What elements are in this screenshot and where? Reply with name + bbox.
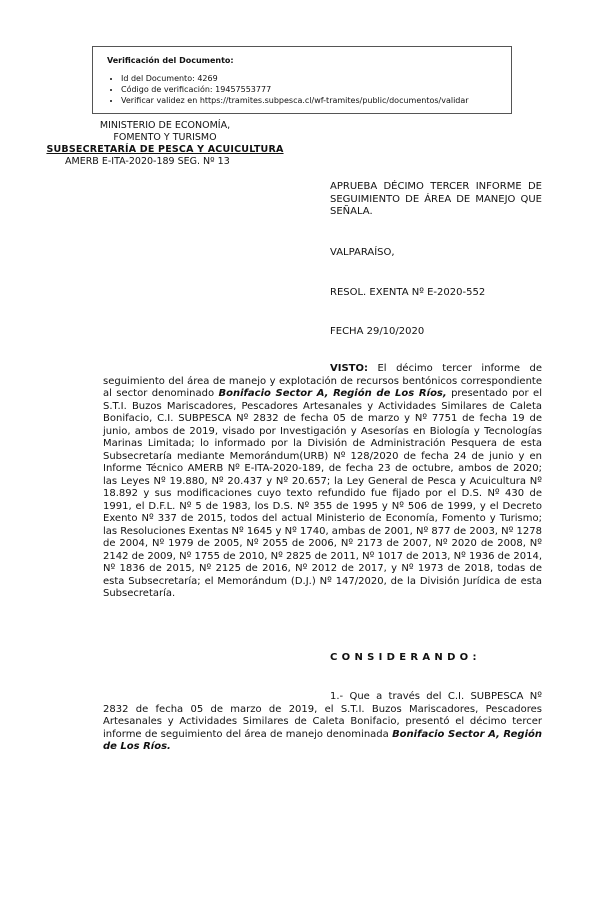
ministry-line-1: MINISTERIO DE ECONOMÍA,	[99, 120, 231, 131]
place-line: VALPARAÍSO,	[330, 247, 395, 258]
visto-paragraph	[103, 363, 542, 601]
considerando-item-1-text: 1.- Que a través del C.I. SUBPESCA Nº 2832 de fecha 05 de marzo de 2019, el S.T.I. Buzos Mariscadores, Pescadores Artesanales y Actividades Similares de Caleta Bonifacio, presentó el décimo tercer informe de seguimiento del área de manejo denominada	[103, 691, 542, 740]
verification-code-item: • Código de verificación: 19457553777	[121, 84, 501, 95]
validation-url-item[interactable]: • Verificar validez en https://tramites.subpesca.cl/wf-tramites/public/documentos/validar	[121, 95, 501, 106]
resolution-number: RESOL. EXENTA Nº E-2020-552	[330, 287, 486, 298]
visto-area-name: Bonifacio Sector A, Región de Los Ríos,	[218, 388, 447, 399]
resolution-date: FECHA 29/10/2020	[330, 326, 425, 337]
visto-text-1: El décimo tercer informe de seguimiento del área de manejo y explotación de recursos bentónicos correspondiente al sector denominado	[103, 363, 542, 399]
considerando-item-1	[103, 691, 542, 754]
visto-label: VISTO:	[330, 363, 368, 374]
verification-box	[92, 46, 512, 114]
ministry-line-2: FOMENTO Y TURISMO	[113, 132, 217, 143]
verification-title: Verificación del Documento:	[107, 56, 234, 65]
considerando-heading: CONSIDERANDO:	[330, 652, 481, 663]
considerando-item-1-area: Bonifacio Sector A, Región de Los Ríos.	[103, 728, 542, 752]
visto-text-2: presentado por el S.T.I. Buzos Mariscadores, Pescadores Artesanales y Actividades Similares de Caleta Bonifacio, C.I. SUBPESCA Nº 2832 de fecha 05 de marzo y Nº 7751 de fecha 19 de junio, ambos de 2019, visado por Investigación y Asesorías en Biología y Tecnologías Marinas Limitada; lo informado por la División de Administración Pesquera de esta Subsecretaría mediante Memorándum(URB) Nº 128/2020 de fecha 24 de junio y en Informe Técnico AMERB Nº E-ITA-2020-189, de fecha 23 de octubre, ambos de 2020; las Leyes Nº 19.880, Nº 20.437 y Nº 20.657; la Ley General de Pesca y Acuicultura Nº 18.892 y sus modificaciones cuyo texto refundido fue fijado por el D.S. Nº 430 de 1991, el D.F.L. Nº 5 de 1983, los D.S. Nº 355 de 1995 y Nº 506 de 1999, y el Decreto Exento Nº 337 de 2015, todos del actual Ministerio de Economía, Fomento y Turismo; las Resoluciones Exentas Nº 1645 y Nº 1740, ambas de 2001, Nº 877 de 2003, Nº 1278 de 2004, Nº 1979 de 2005, Nº 2055 de 2006, Nº 2173 de 2007, Nº 2020 de 2008, Nº 2142 de 2009, Nº 1755 de 2010, Nº 2825 de 2011, Nº 1017 de 2013, Nº 1936 de 2014, Nº 1836 de 2015, Nº 2125 de 2016, Nº 2012 de 2017, y Nº 1973 de 2018, todas de esta Subsecretaría; el Memorándum (D.J.) Nº 147/2020, de la División Jurídica de esta Subsecretaría.	[103, 388, 542, 599]
verification-list	[107, 73, 501, 106]
reference-number: AMERB E-ITA-2020-189 SEG. Nº 13	[65, 156, 230, 167]
document-id-item: • Id del Documento: 4269	[121, 73, 501, 84]
resolution-subject: APRUEBA DÉCIMO TERCER INFORME DE SEGUIMIENTO DE ÁREA DE MANEJO QUE SEÑALA.	[330, 181, 542, 217]
ministry-header	[40, 120, 290, 168]
subsecretaria-title: SUBSECRETARÍA DE PESCA Y ACUICULTURA	[46, 144, 284, 155]
